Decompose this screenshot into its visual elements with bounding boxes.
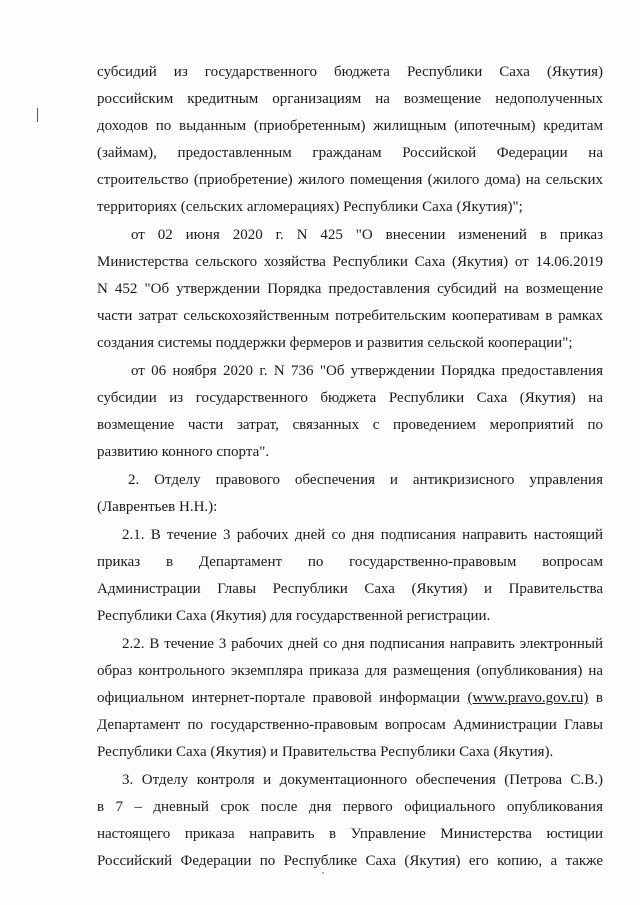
text-line: (Лаврентьев Н.Н.): <box>97 499 218 515</box>
text-line: Республики Саха (Якутия) и Правительства Республики Саха (Якутия). <box>97 744 554 760</box>
text-line: Министерства сельского хозяйства Республики Саха (Якутия) от 14.06.2019 <box>97 254 603 270</box>
text-line: части затрат сельскохозяйственным потребительским кооперативам в рамках <box>97 308 603 324</box>
text-line <box>97 688 603 708</box>
text-line: 2. Отделу правового обеспечения и антикризисного управления <box>128 472 603 488</box>
text-line: от 02 июня 2020 г. N 425 "О внесении изменений в приказ <box>131 227 603 243</box>
text-line: N 452 "Об утверждении Порядка предоставления субсидий на возмещение <box>97 281 603 297</box>
scan-speck <box>322 872 324 874</box>
website-link[interactable]: (www.pravo.gov.ru) <box>467 690 589 706</box>
text-line: 3. Отделу контроля и документационного обеспечения (Петрова С.В.) <box>122 772 603 788</box>
text-line: возмещение части затрат, связанных с проведением мероприятий по <box>97 417 603 433</box>
text-line: Российский Федерации по Республике Саха (Якутия) его копию, а также <box>97 853 603 869</box>
margin-mark <box>37 108 38 122</box>
text-line: в 7 – дневный срок после дня первого официального опубликования <box>97 799 603 815</box>
text-line: настоящего приказа направить в Управление Министерства юстиции <box>97 826 603 842</box>
text-line: субсидии из государственного бюджета Республики Саха (Якутия) на <box>97 390 603 406</box>
text-line: Департамент по государственно-правовым вопросам Администрации Главы <box>97 717 603 733</box>
text-line: 2.2. В течение 3 рабочих дней со дня подписания направить электронный <box>122 636 603 652</box>
text-line: субсидий из государственного бюджета Республики Саха (Якутия) <box>97 64 603 80</box>
text-segment: в <box>595 690 603 706</box>
text-line: развитию конного спорта". <box>97 444 270 460</box>
text-line: территориях (сельских агломерациях) Республики Саха (Якутия)"; <box>97 199 523 215</box>
text-segment: официальном интернет-портале правовой информации <box>97 690 460 706</box>
text-line: приказ в Департамент по государственно-правовым вопросам <box>97 554 603 570</box>
text-line: Администрации Главы Республики Саха (Якутия) и Правительства <box>97 581 603 597</box>
text-line: создания системы поддержки фермеров и развития сельской кооперации"; <box>97 335 573 351</box>
text-line: (займам), предоставленным гражданам Российской Федерации на <box>97 145 603 161</box>
text-line: образ контрольного экземпляра приказа для размещения (опубликования) на <box>97 663 603 679</box>
text-line: доходов по выданным (приобретенным) жилищным (ипотечным) кредитам <box>97 118 603 134</box>
text-line: российским кредитным организациям на возмещение недополученных <box>97 91 603 107</box>
text-line: 2.1. В течение 3 рабочих дней со дня подписания направить настоящий <box>122 527 603 543</box>
text-line: от 06 ноября 2020 г. N 736 "Об утверждении Порядка предоставления <box>131 363 603 379</box>
text-line: Республики Саха (Якутия) для государственной регистрации. <box>97 608 491 624</box>
text-line: строительство (приобретение) жилого помещения (жилого дома) на сельских <box>97 172 603 188</box>
